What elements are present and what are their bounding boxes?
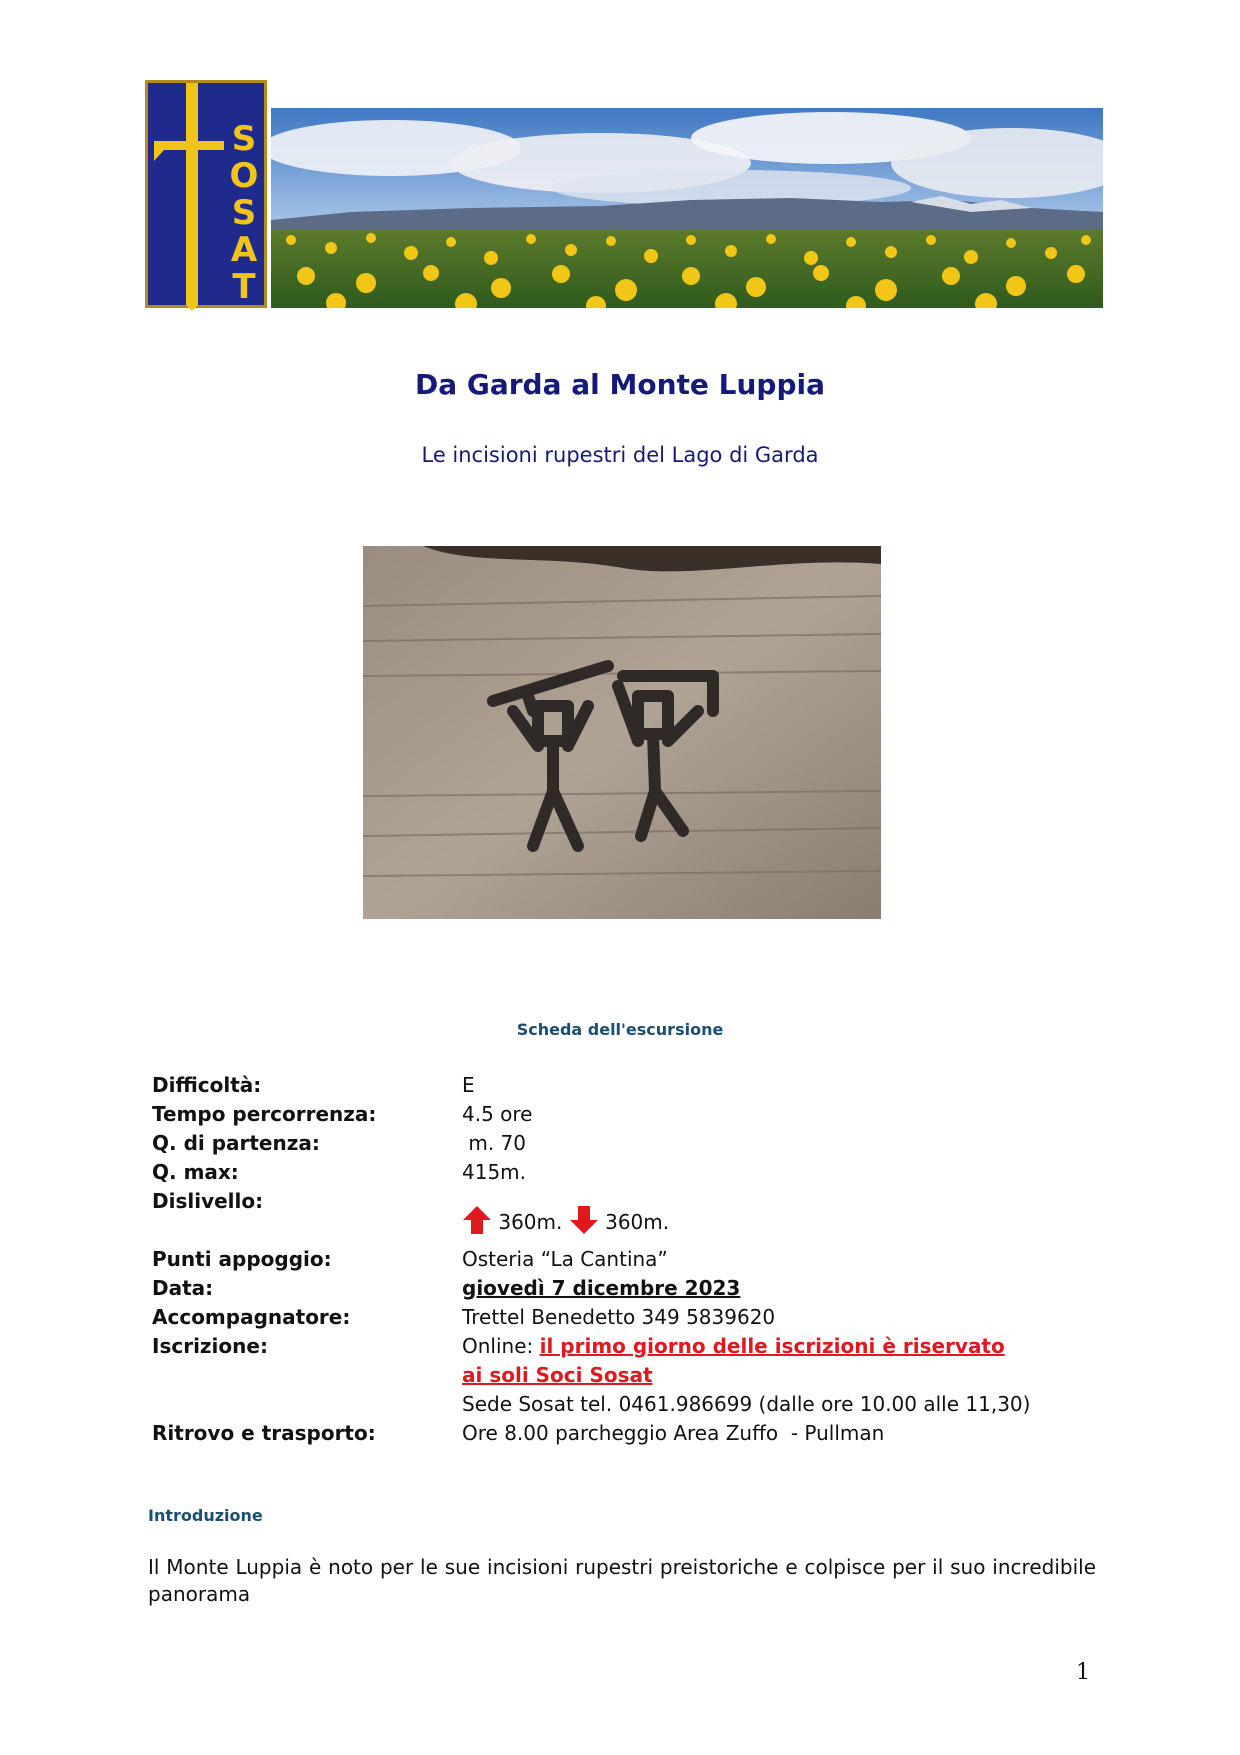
- header-banner: [145, 80, 1103, 308]
- row-value: [462, 1205, 669, 1236]
- row-value: Trettel Benedetto 349 5839620: [462, 1305, 776, 1329]
- arrow-down-icon: [569, 1205, 599, 1235]
- row-value-cont: [462, 1361, 653, 1389]
- page-subtitle: Le incisioni rupestri del Lago di Garda: [421, 443, 819, 467]
- row-value: Osteria “La Cantina”: [462, 1247, 668, 1271]
- intro-paragraph: Il Monte Luppia è noto per le sue incisioni rupestri preistoriche e colpisce per il suo incredibile panorama: [148, 1555, 1096, 1606]
- logo-text: [224, 121, 264, 306]
- row-value: m. 70: [462, 1131, 527, 1155]
- iscrizione-link[interactable]: il primo giorno delle iscrizioni è riservato: [539, 1334, 1005, 1358]
- row-value: giovedì 7 dicembre 2023: [462, 1276, 741, 1300]
- page-number: 1: [1076, 1660, 1090, 1685]
- row-label: Data:: [152, 1276, 214, 1300]
- logo-letter: S: [231, 119, 257, 159]
- logo-letter: T: [232, 267, 256, 307]
- ascent-value: 360m.: [498, 1210, 563, 1234]
- landscape-photo: [271, 108, 1103, 308]
- logo-letter: A: [230, 230, 258, 270]
- row-label: Iscrizione:: [152, 1334, 268, 1358]
- row-label: Punti appoggio:: [152, 1247, 332, 1271]
- intro-heading: Introduzione: [148, 1506, 263, 1525]
- descent-value: 360m.: [605, 1210, 670, 1234]
- row-value: E: [462, 1073, 475, 1097]
- row-label: Q. max:: [152, 1160, 239, 1184]
- row-label: Tempo percorrenza:: [152, 1102, 377, 1126]
- row-label: Q. di partenza:: [152, 1131, 320, 1155]
- row-value: 4.5 ore: [462, 1102, 533, 1126]
- logo-letter: S: [231, 193, 257, 233]
- row-value: Ore 8.00 parcheggio Area Zuffo - Pullman: [462, 1421, 885, 1445]
- row-label: Accompagnatore:: [152, 1305, 351, 1329]
- sede-contact: Sede Sosat tel. 0461.986699 (dalle ore 10.00 alle 11,30): [462, 1392, 1031, 1416]
- sheet-heading: Scheda dell'escursione: [516, 1020, 724, 1039]
- online-prefix: Online:: [462, 1334, 540, 1358]
- row-label: Dislivello:: [152, 1189, 264, 1213]
- rock-carving-photo: [363, 546, 881, 919]
- page-title: Da Garda al Monte Luppia: [414, 368, 825, 401]
- row-value: 415m.: [462, 1160, 527, 1184]
- row-label: Difficoltà:: [152, 1073, 262, 1097]
- row-label: Ritrovo e trasporto:: [152, 1421, 376, 1445]
- iscrizione-link-cont[interactable]: ai soli Soci Sosat: [462, 1363, 653, 1387]
- row-value: [462, 1332, 1005, 1360]
- sosat-logo: [145, 80, 267, 308]
- arrow-up-icon: [462, 1205, 492, 1235]
- logo-letter: O: [229, 156, 259, 196]
